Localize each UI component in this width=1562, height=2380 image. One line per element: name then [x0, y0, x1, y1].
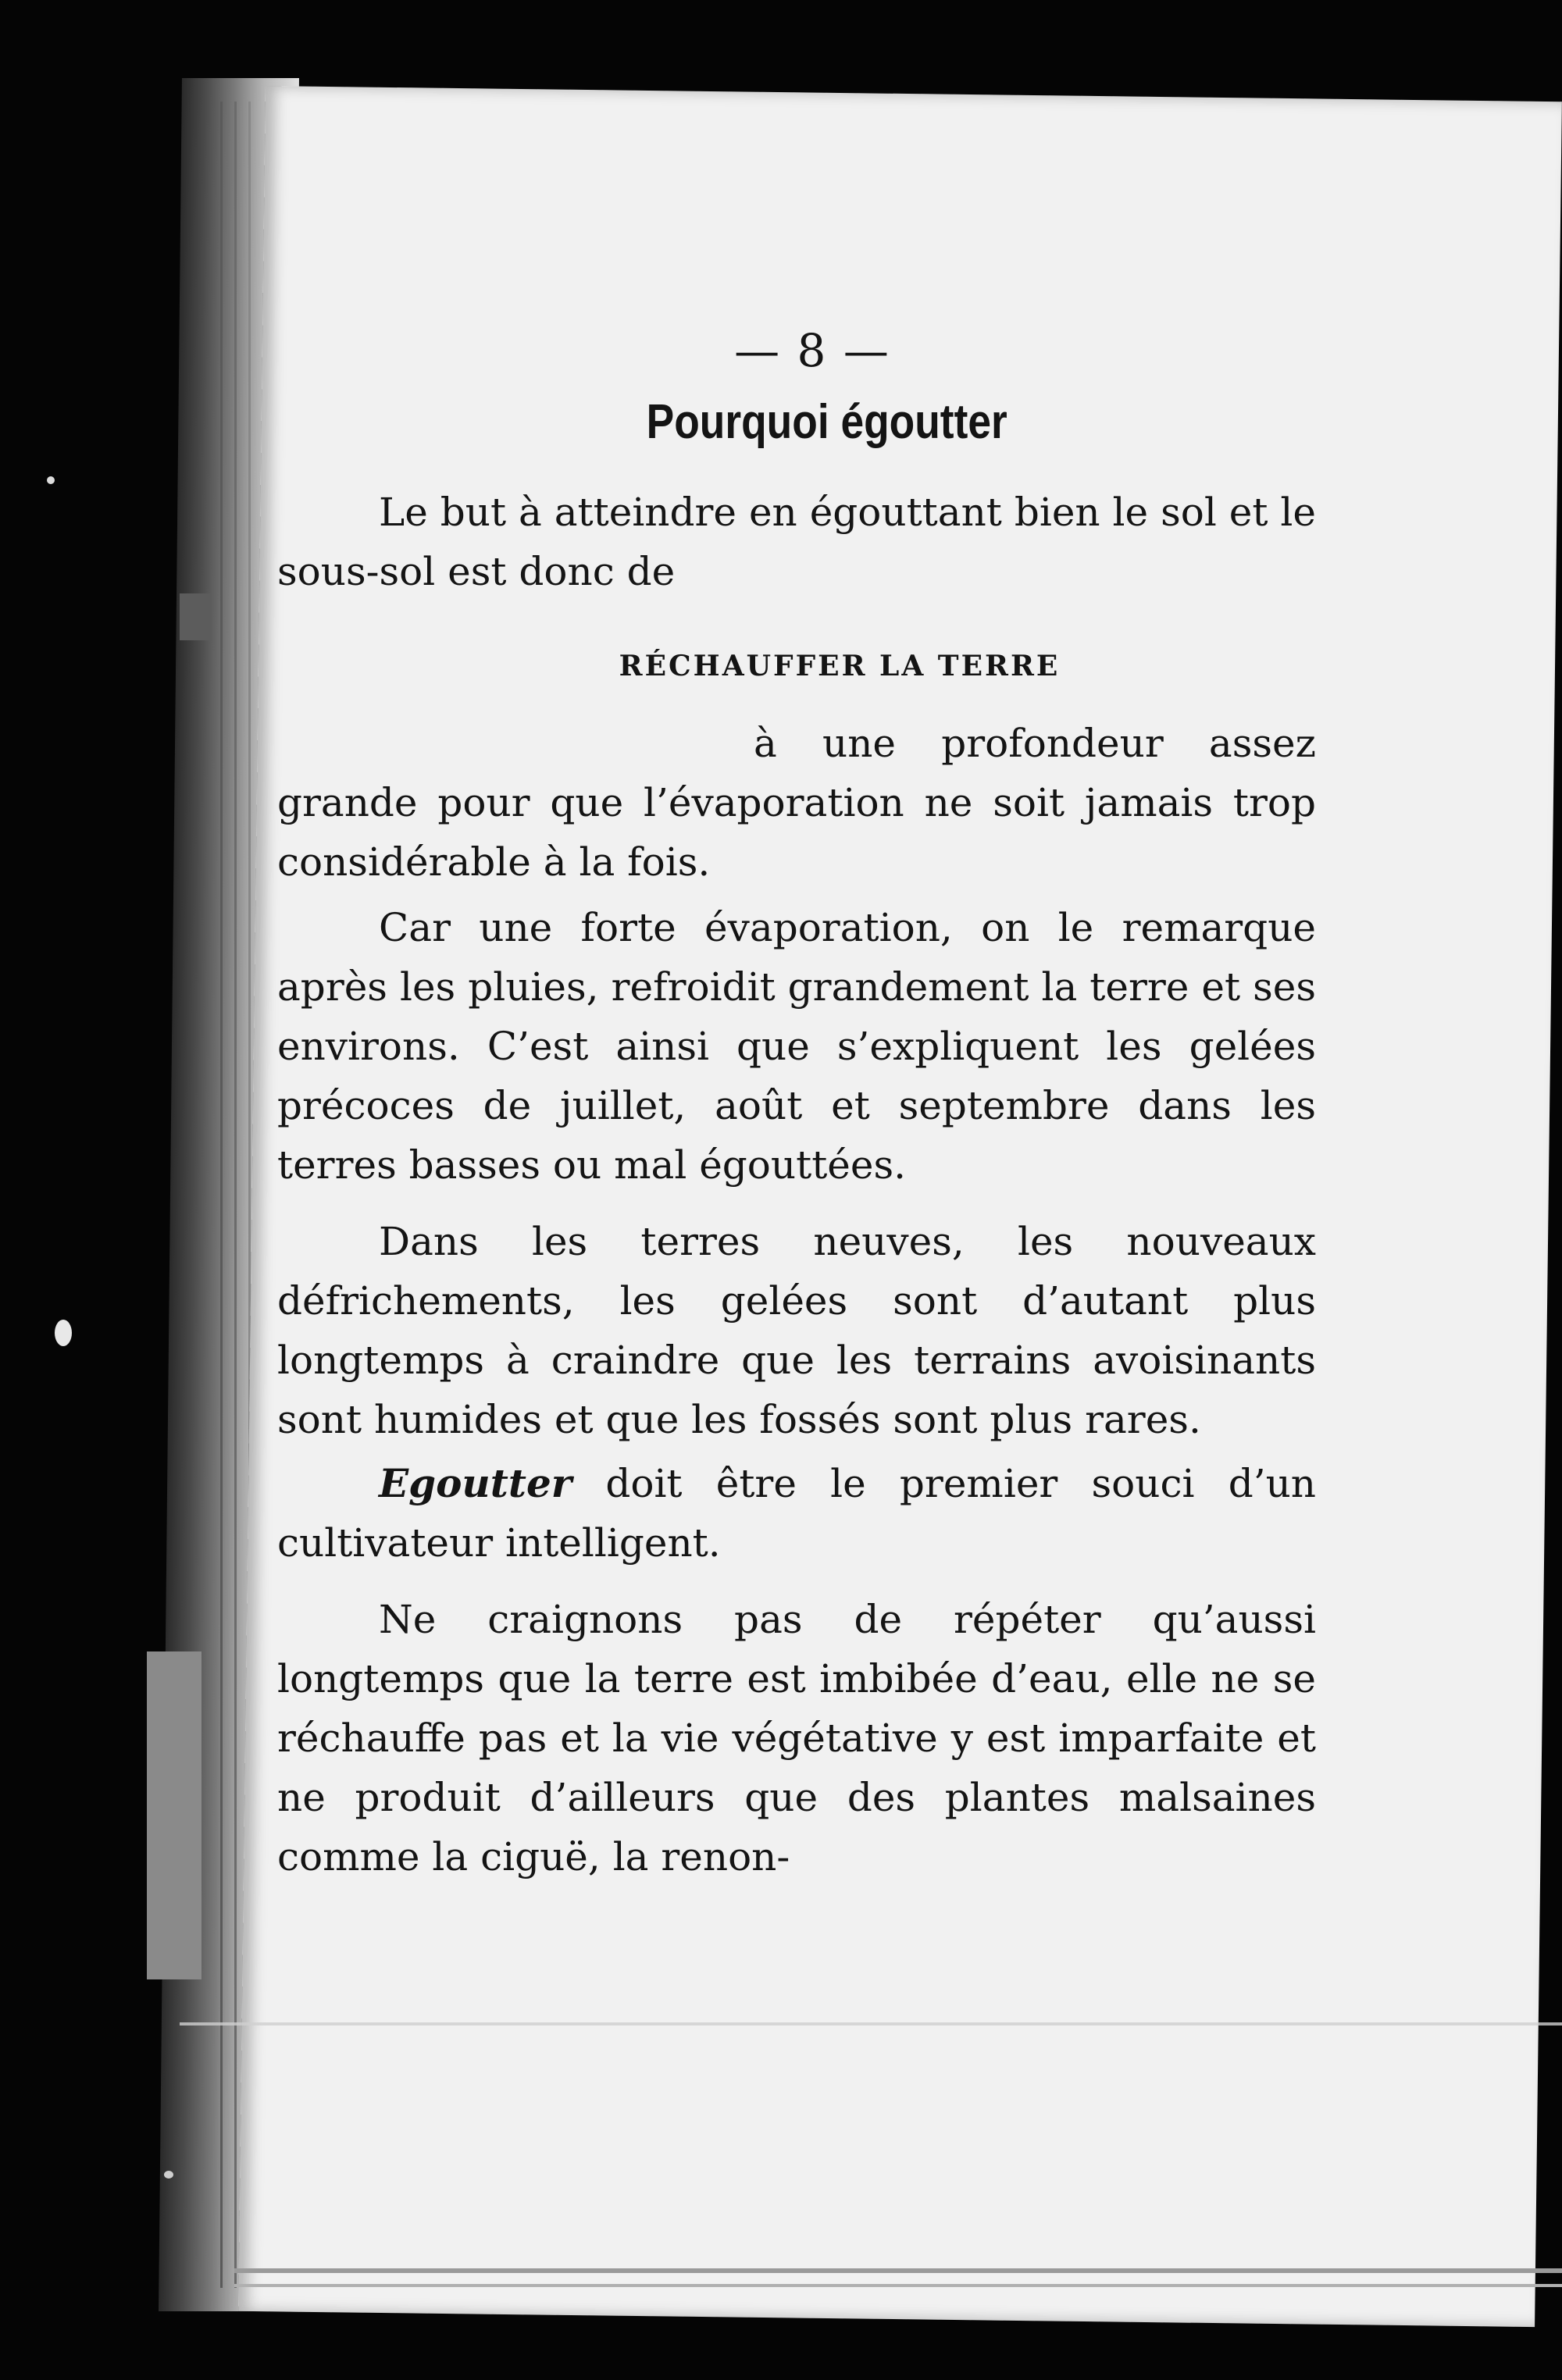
paragraph-intro: Le but à atteindre en égouttant bien le sol et le sous-sol est donc de	[277, 490, 1316, 594]
paragraph-egoutter-text: doit être le premier souci d’un cultivateur intelligent.	[277, 1461, 1316, 1566]
page-bottom-edge	[234, 2268, 1562, 2273]
binding-tape	[147, 1651, 201, 1979]
paragraph-continuation: à une profondeur assez grande pour que l’évaporation ne soit jamais trop considérable à la fois.	[277, 721, 1316, 885]
page-edge-line	[234, 102, 237, 2288]
page-edge-line	[220, 102, 223, 2288]
page-bottom-edge	[234, 2284, 1562, 2287]
page-text	[277, 226, 1316, 1887]
emphasis-egoutter: Egoutter	[379, 1460, 572, 1506]
binding-tape	[180, 593, 211, 640]
paragraph-egoutter	[277, 1454, 1316, 1573]
page-number: — 8 —	[734, 324, 890, 377]
paragraph-last: Ne craignons pas de répéter qu’aussi longtemps que la terre est imbibée d’eau, elle ne se réchauffe pas et la vie végétative y est imparfaite et ne produit d’ailleurs que des plantes malsaines comme la ciguë, la renon-	[277, 1597, 1316, 1879]
paragraph-evaporation: Car une forte évaporation, on le remarque après les pluies, refroidit grandement la terre et ses environs. C’est ainsi que s’expliquent les gelées précoces de juillet, août et septembre dans les terres basses ou mal égouttées.	[277, 905, 1316, 1188]
subheading: RÉCHAUFFER LA TERRE	[619, 650, 1061, 682]
page-heading: Pourquoi égoutter	[646, 395, 1007, 449]
page-crease	[180, 2022, 1562, 2025]
paragraph-new-lands: Dans les terres neuves, les nouveaux défrichements, les gelées sont d’autant plus longtemps à craindre que les terrains avoisinants sont humides et que les fossés sont plus rares.	[277, 1219, 1316, 1442]
